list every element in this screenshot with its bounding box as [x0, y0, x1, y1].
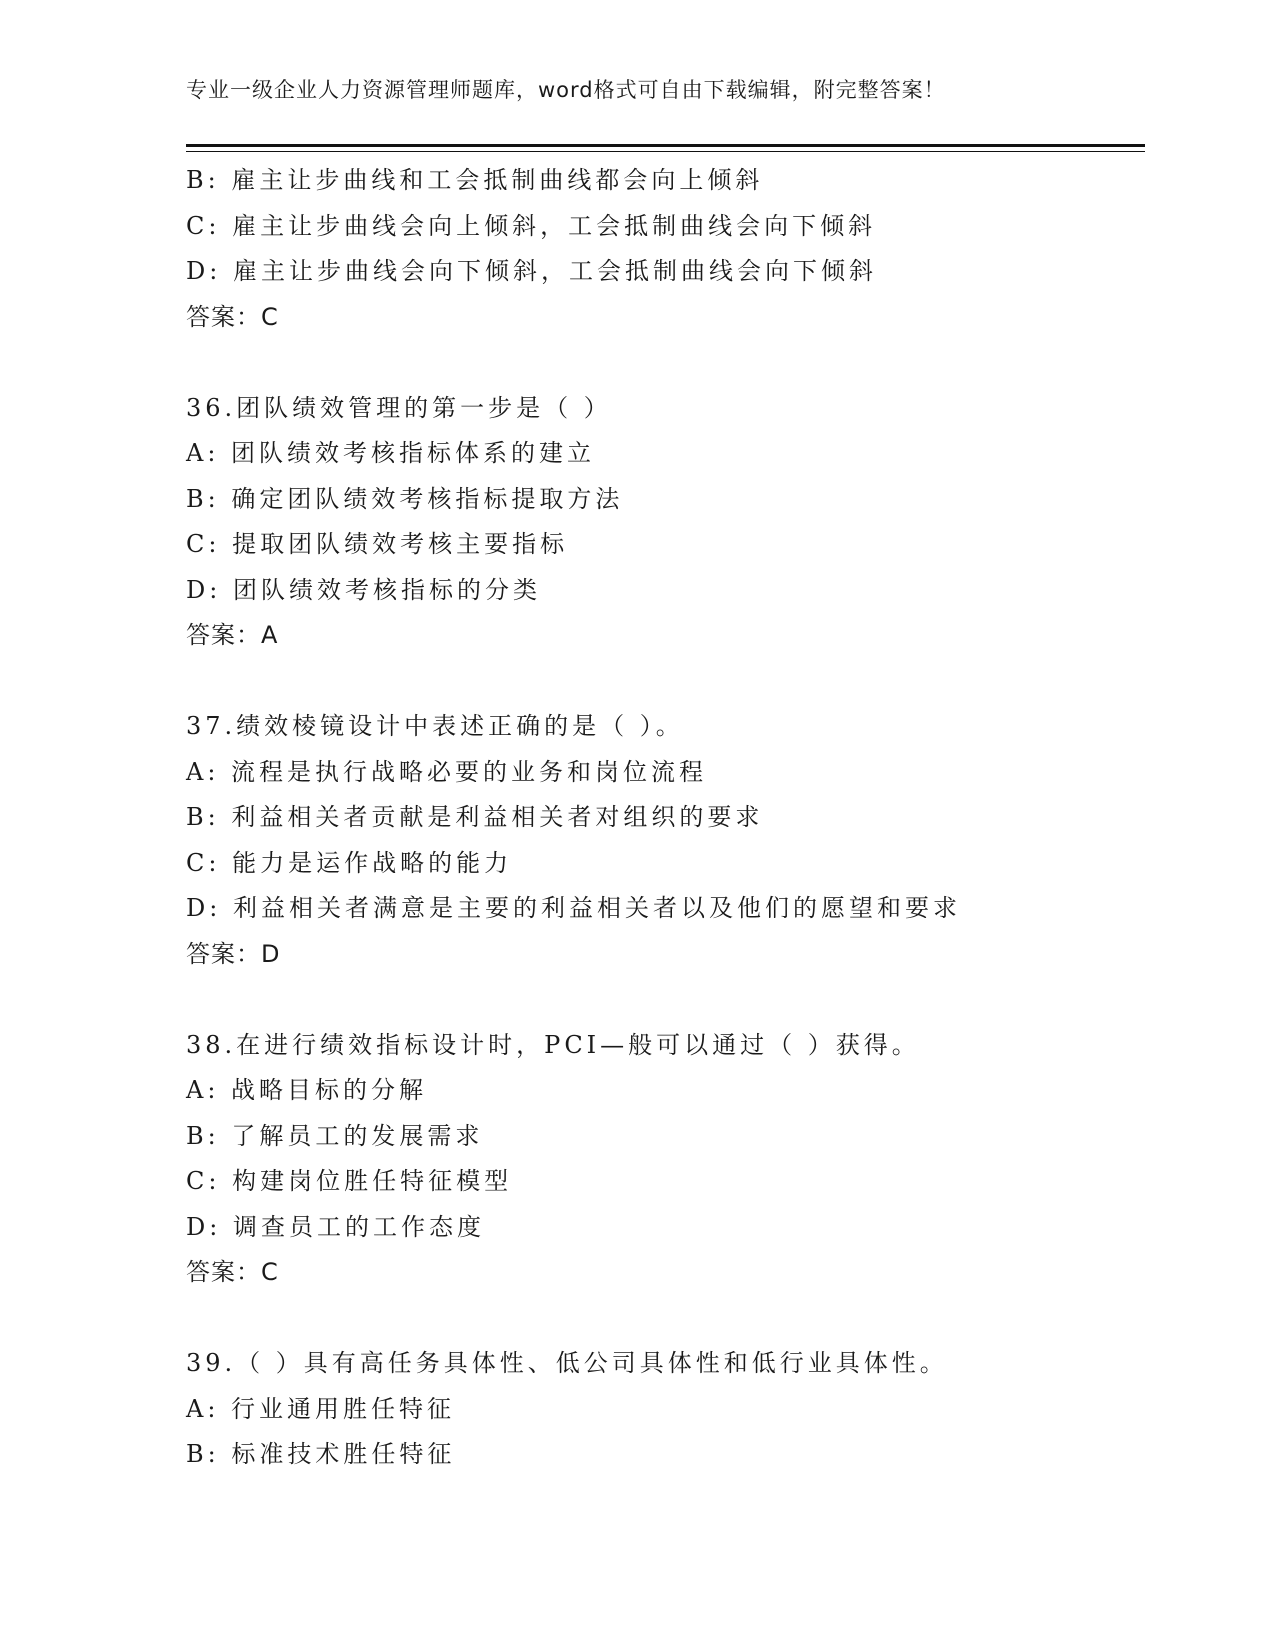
option-a: A: 行业通用胜任特征 [186, 1394, 456, 1423]
answer: 答案：A [186, 621, 279, 649]
question-stem: 38.在进行绩效指标设计时，PCI—般可以通过（ ）获得。 [186, 1030, 920, 1059]
option-d: D: 雇主让步曲线会向下倾斜，工会抵制曲线会向下倾斜 [186, 257, 877, 285]
question-stem: 39.（ ）具有高任务具体性、低公司具体性和低行业具体性。 [186, 1349, 948, 1377]
question-stem: 37.绩效棱镜设计中表述正确的是（ ）。 [186, 712, 684, 740]
option-b: B: 雇主让步曲线和工会抵制曲线都会向上倾斜 [186, 166, 764, 194]
question-38 [186, 1023, 1146, 1296]
option-a: A: 流程是执行战略必要的业务和岗位流程 [186, 757, 708, 786]
option-b: B: 了解员工的发展需求 [186, 1121, 484, 1150]
question-39 [186, 1341, 1146, 1478]
question-37 [186, 704, 1146, 977]
question-list [186, 158, 1146, 1478]
option-a: A: 战略目标的分解 [186, 1076, 428, 1104]
option-d: D: 调查员工的工作态度 [186, 1212, 485, 1241]
option-d: D: 利益相关者满意是主要的利益相关者以及他们的愿望和要求 [186, 894, 961, 922]
option-c: C: 雇主让步曲线会向上倾斜，工会抵制曲线会向下倾斜 [186, 211, 877, 240]
option-b: B: 标准技术胜任特征 [186, 1440, 456, 1468]
answer: 答案：D [186, 939, 281, 968]
header-rule-thick [186, 144, 1145, 147]
page-header: 专业一级企业人力资源管理师题库，word格式可自由下载编辑，附完整答案！ [186, 78, 946, 102]
answer: 答案：C [186, 1258, 279, 1286]
option-c: C: 构建岗位胜任特征模型 [186, 1167, 513, 1195]
option-d: D: 团队绩效考核指标的分类 [186, 575, 541, 604]
question-35-continued [186, 158, 1146, 340]
answer: 答案：C [186, 302, 279, 331]
option-b: B: 确定团队绩效考核指标提取方法 [186, 484, 624, 513]
option-c: C: 提取团队绩效考核主要指标 [186, 530, 569, 558]
option-b: B: 利益相关者贡献是利益相关者对组织的要求 [186, 803, 764, 831]
question-36 [186, 386, 1146, 659]
option-c: C: 能力是运作战略的能力 [186, 848, 513, 877]
option-a: A: 团队绩效考核指标体系的建立 [186, 439, 596, 467]
header-rule-thin [186, 151, 1145, 152]
question-stem: 36.团队绩效管理的第一步是（ ） [186, 393, 612, 422]
